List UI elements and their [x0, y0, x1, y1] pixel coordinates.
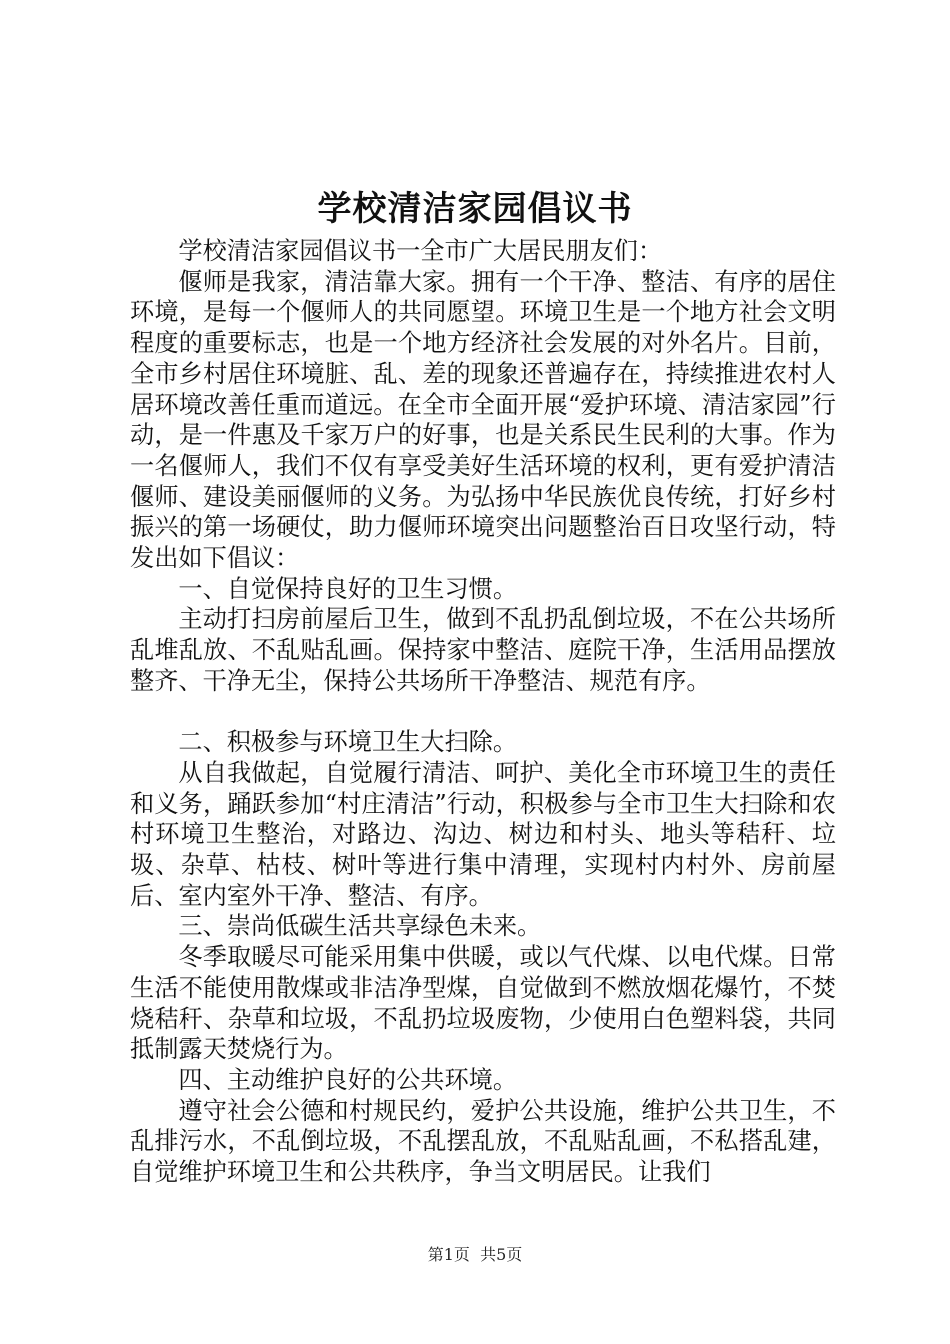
intro-paragraph: 偃师是我家，清洁靠大家。拥有一个干净、整洁、有序的居住环境，是每一个偃师人的共同愿望。环境卫生是一个地方社会文明程度的重要标志，也是一个地方经济社会发展的对外名片。目前，全市乡村居住环境脏、乱、差的现象还普遍存在，持续推进农村人居环境改善任重而道远。在全市全面开展“爱护环境、清洁家园”行动，是一件惠及千家万户的好事，也是关系民生民利的大事。作为一名偃师人，我们不仅有享受美好生活环境的权利，更有爱护清洁偃师、建设美丽偃师的义务。为弘扬中华民族优良传统，打好乡村振兴的第一场硬仗，助力偃师环境突出问题整治百日攻坚行动，特发出如下倡议：: [130, 267, 836, 573]
section-heading-2: 二、积极参与环境卫生大扫除。: [178, 728, 518, 757]
section-heading-1: 一、自觉保持良好的卫生习惯。: [178, 574, 518, 603]
document-body: [130, 236, 836, 1188]
page-total: 共5页: [480, 1245, 523, 1264]
page-number: 第1页: [427, 1245, 470, 1264]
section-body-1: 主动打扫房前屋后卫生，做到不乱扔乱倒垃圾，不在公共场所乱堆乱放、不乱贴乱画。保持家中整洁、庭院干净，生活用品摆放整齐、干净无尘，保持公共场所干净整洁、规范有序。: [130, 605, 836, 695]
document-title: 学校清洁家园倡议书: [317, 189, 633, 229]
section-body-4: 遵守社会公德和村规民约，爱护公共设施，维护公共卫生，不乱排污水，不乱倒垃圾，不乱摆乱放，不乱贴乱画，不私搭乱建，自觉维护环境卫生和公共秩序，争当文明居民。让我们: [130, 1096, 836, 1187]
section-heading-4: 四、主动维护良好的公共环境。: [178, 1065, 518, 1094]
salutation-paragraph: 学校清洁家园倡议书一全市广大居民朋友们：: [178, 237, 663, 265]
page-footer: [0, 1244, 950, 1266]
section-body-2: 从自我做起，自觉履行清洁、呵护、美化全市环境卫生的责任和义务，踊跃参加“村庄清洁”行动，积极参与全市卫生大扫除和农村环境卫生整治，对路边、沟边、树边和村头、地头等秸秆、垃圾、杂草、枯枝、树叶等进行集中清理，实现村内村外、房前屋后、室内室外干净、整洁、有序。: [130, 758, 836, 910]
section-heading-3: 三、崇尚低碳生活共享绿色未来。: [178, 912, 542, 941]
section-body-3: 冬季取暖尽可能采用集中供暖，或以气代煤、以电代煤。日常生活不能使用散煤或非洁净型煤，自觉做到不燃放烟花爆竹，不焚烧秸秆、杂草和垃圾，不乱扔垃圾废物，少使用白色塑料袋，共同抵制露天焚烧行为。: [130, 943, 836, 1064]
